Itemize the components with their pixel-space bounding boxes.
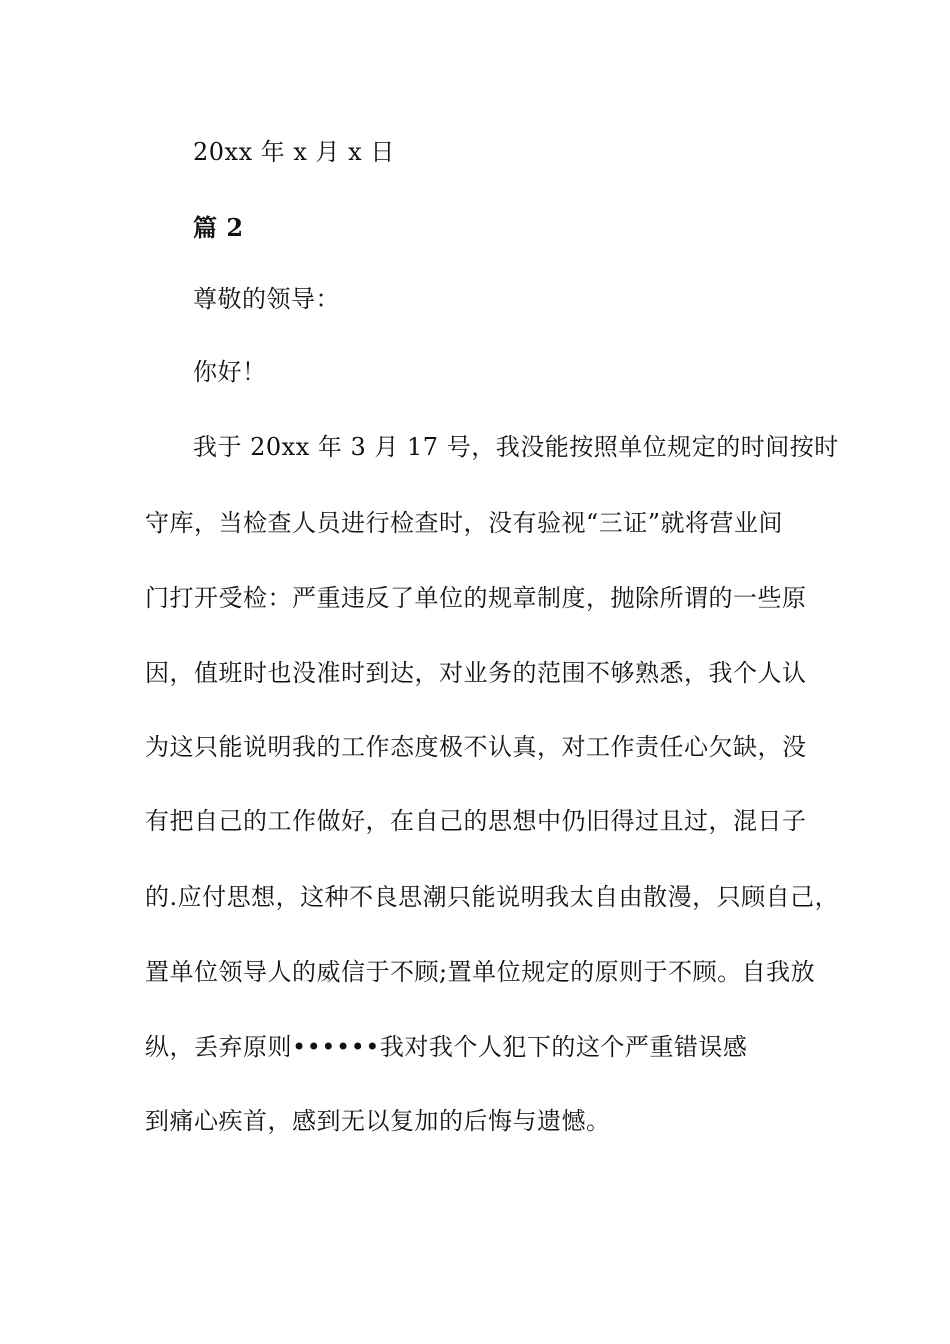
- body-line-6: 有把自己的工作做好，在自己的思想中仍旧得过且过，混日子: [145, 807, 807, 835]
- body-line-3: 门打开受检：严重违反了单位的规章制度，抛除所谓的一些原: [145, 584, 807, 612]
- salutation: 尊敬的领导：: [193, 285, 340, 313]
- body-line-5: 为这只能说明我的工作态度极不认真，对工作责任心欠缺，没: [145, 733, 807, 761]
- body-line-2: 守库，当检查人员进行检查时，没有验视“三证”就将营业间: [145, 509, 784, 537]
- body-line-10: 到痛心疾首，感到无以复加的后悔与遗憾。: [145, 1107, 611, 1135]
- date-line: 20xx 年 x 月 x 日: [193, 138, 395, 166]
- body-line-9: 纵，丢弃原则••••••我对我个人犯下的这个严重错误感: [145, 1033, 748, 1061]
- body-line-1: 我于 20xx 年 3 月 17 号，我没能按照单位规定的时间按时: [193, 433, 839, 461]
- body-line-4: 因，值班时也没准时到达，对业务的范围不够熟悉，我个人认: [145, 659, 807, 687]
- body-line-8: 置单位领导人的威信于不顾;置单位规定的原则于不顾。自我放: [145, 958, 816, 986]
- section-heading: 篇 2: [193, 213, 244, 242]
- body-line-7: 的.应付思想，这种不良思潮只能说明我太自由散漫，只顾自己，: [145, 883, 840, 911]
- greeting: 你好！: [193, 358, 267, 386]
